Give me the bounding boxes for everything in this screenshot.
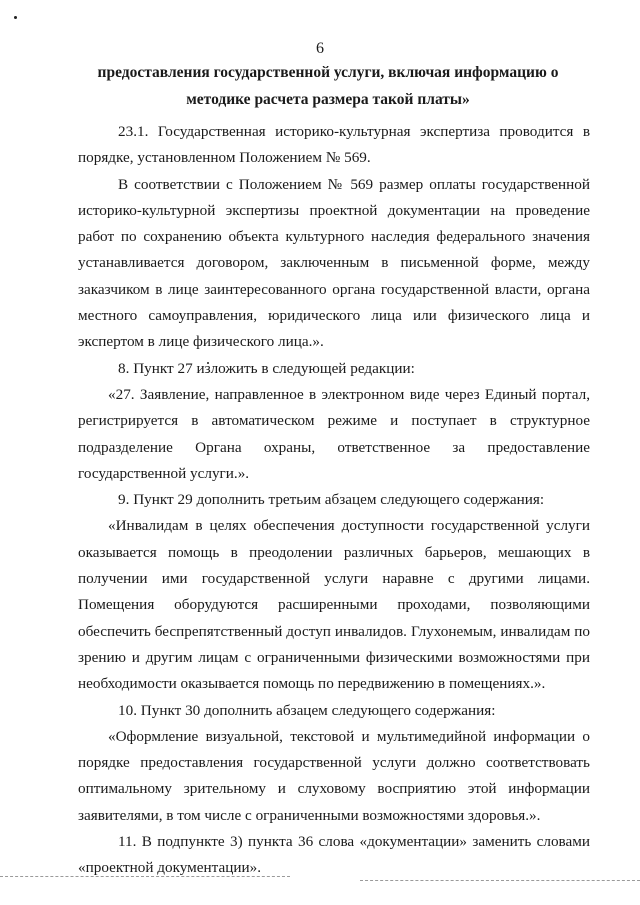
section-heading-line-1: предоставления государственной услуги, включая информацию о: [97, 64, 559, 81]
paragraph-item-10: 10. Пункт 30 дополнить абзацем следующего содержания:: [118, 701, 496, 719]
paragraph-item-11: 11. В подпункте 3) пункта 36 слова «документации» заменить словами «проектной документации».: [78, 833, 590, 877]
paragraph-item-8: 8. Пункт 27 изложить в следующей редакции:: [118, 359, 415, 377]
document-body: [78, 119, 590, 882]
paragraph-item-9: 9. Пункт 29 дополнить третьим абзацем следующего содержания:: [118, 491, 545, 509]
scan-speck: [14, 16, 17, 19]
paragraph-23-1: 23.1. Государственная историко-культурная экспертиза проводится в порядке, установленном Положением № 569.: [78, 123, 590, 167]
paragraph-item-27-quote: «27. Заявление, направленное в электронном виде через Единый портал, регистрируется в автоматическом режиме и поступает в структурное подразделение Органа охраны, ответственное за предоставление государственной услуги.».: [78, 385, 590, 482]
section-heading-line-2: методике расчета размера такой платы»: [186, 91, 470, 108]
paragraph-design-quote: «Оформление визуальной, текстовой и мультимедийной информации о порядке предоставления государственной услуги должно соответствовать оптимальному зрительному и слуховому восприятию этой информации заявителями, в том числе с ограниченными возможностями здоровья.».: [78, 727, 590, 824]
paragraph-disability-quote: «Инвалидам в целях обеспечения доступности государственной услуги оказывается помощь в преодолении различных барьеров, мешающих в получении ими государственной услуги наравне с другими лицами. Помещения оборудуются расширенными проходами, позволяющими обеспечить беспрепятственный доступ инвалидов. Глухонемым, инвалидам по зрению и другим лицам с ограниченными физическими возможностями при необходимости оказывается помощь по передвижению в помещениях.».: [78, 517, 590, 693]
page-number: 6: [316, 40, 324, 57]
scan-edge-line: [0, 876, 290, 877]
paragraph-payment-terms: В соответствии с Положением № 569 размер оплаты государственной историко-культурной экспертизы проектной документации на проведение работ по сохранению объекта культурного наследия федерального значения устанавливается договором, заключенным в письменной форме, между заказчиком в лице заинтересованного органа государственной власти, органа местного самоуправления, юридического лица или физического лица и экспертом в лице физического лица.».: [78, 175, 590, 351]
scan-edge-line: [360, 880, 640, 881]
